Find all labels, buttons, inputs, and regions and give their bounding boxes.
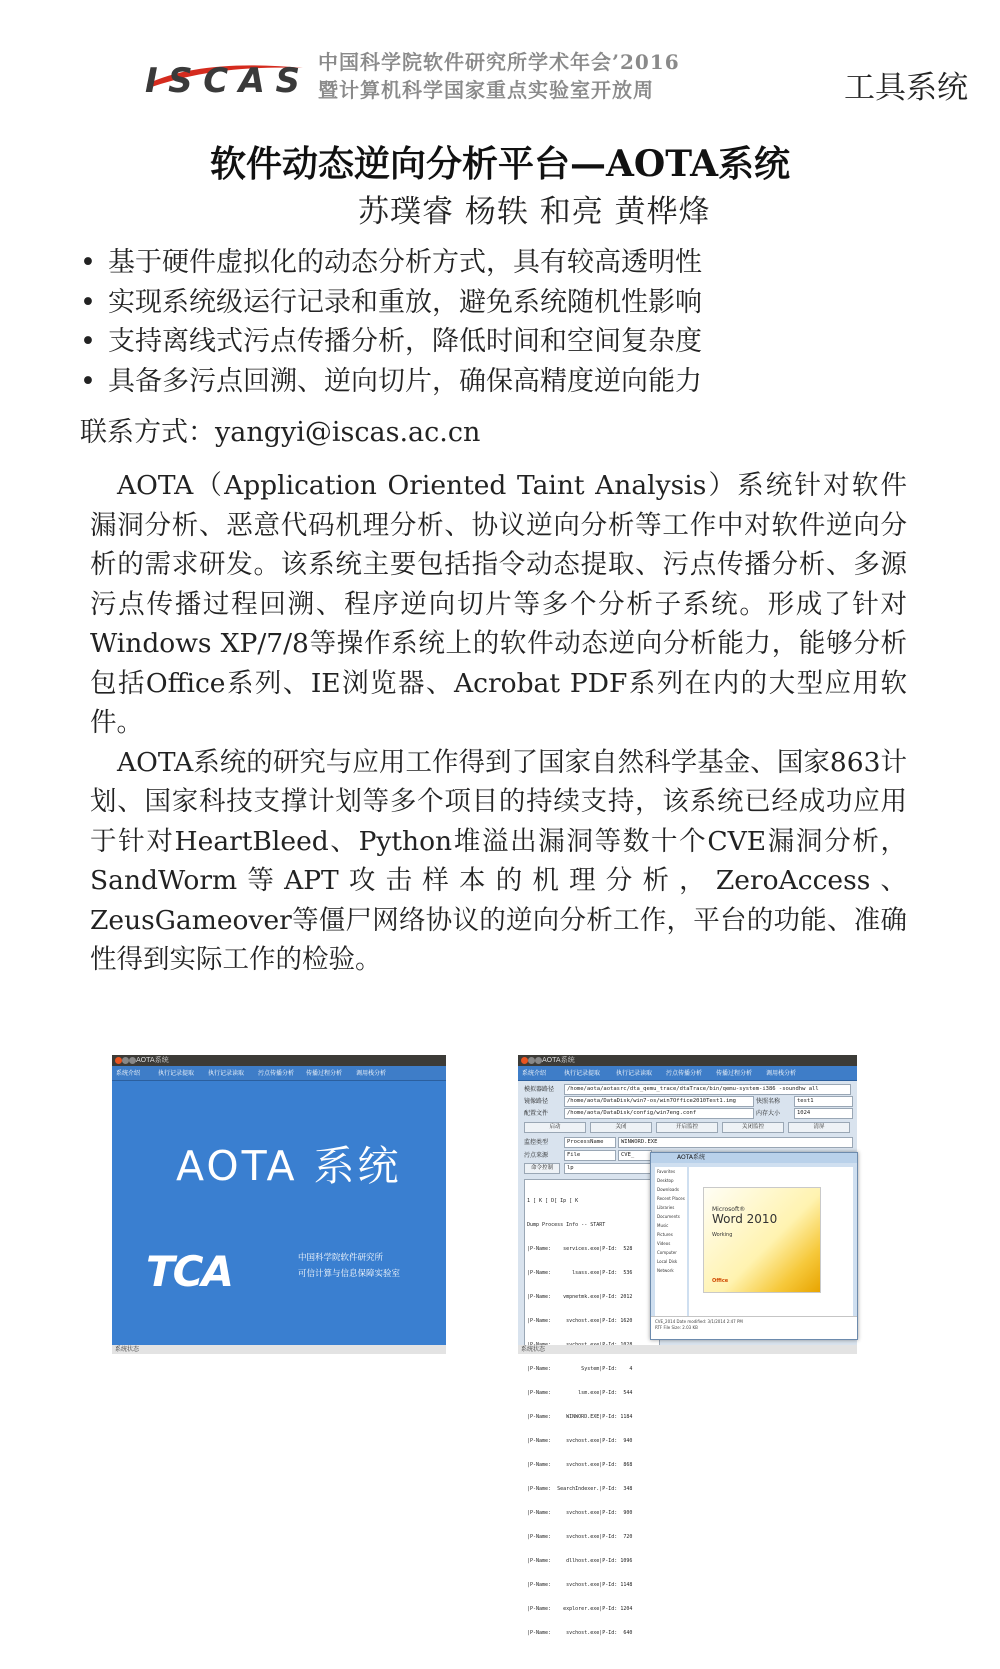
list-item [80,322,702,362]
article-body [90,466,907,980]
console-line: |P-Name: svchost.exe|P-Id: 940 [527,1438,633,1444]
console-line: |P-Name: vmpnetmk.exe|P-Id: 2012 [527,1294,633,1300]
feature-list [80,243,702,401]
vm-display-window [650,1152,858,1340]
nav-item[interactable]: Desktop [657,1178,674,1183]
paragraph-2: AOTA系统的研究与应用工作得到了国家自然科学基金、国家863计划、国家科技支撑计划等多个项目的持续支持，该系统已经成功应用于针对HeartBleed、Python堆溢出漏洞等数十个CVE漏洞分析，SandWorm等APT攻击样本的机理分析，ZeroAccess、ZeusGameover等僵尸网络协议的逆向分析工作，平台的功能、准确性得到实际工作的检验。 [90,746,907,975]
paragraph-1: AOTA（Application Oriented Taint Analysis）系统针对软件漏洞分析、恶意代码机理分析、协议逆向分析等工作中对软件逆向分析的需求研发。该系统主要包括指令动态提取、污点传播分析、多源污点传播过程回溯、程序逆向切片等多个分析子系统。形成了针对Windows XP/7/8等操作系统上的软件动态逆向分析能力，能够分析包括Office系列、IE浏览器、Acrobat PDF系列在内的大型应用软件。 [90,470,907,738]
explorer-nav [655,1167,687,1317]
console-line: |P-Name: svchost.exe|P-Id: 868 [527,1462,633,1468]
list-item [80,283,702,323]
image-label: 镜像路径 [524,1098,549,1105]
memory-input[interactable]: 1024 [794,1108,853,1119]
tab-propagation[interactable]: 传播过程分析 [306,1070,343,1077]
command-button[interactable]: 命令控制 [524,1163,560,1174]
image-path-input[interactable]: /home/aota/DataDisk/win7-os/win7Office2010Test1.img [564,1096,754,1107]
tab-record-read[interactable]: 执行记录读取 [616,1070,653,1077]
control-button-row [522,1122,851,1132]
nav-item[interactable]: Network [657,1268,674,1273]
start-monitor-button[interactable]: 开启监控 [656,1122,718,1133]
word-splash [703,1187,821,1293]
tab-system-intro[interactable]: 系统介绍 [116,1070,141,1077]
nav-item[interactable]: Libraries [657,1205,675,1210]
monitor-type-select[interactable]: ProcessName [564,1137,616,1148]
status-bar: 系统状态 [112,1345,446,1354]
snapshot-input[interactable]: test1 [794,1096,853,1107]
tab-taint-analysis[interactable]: 污点传播分析 [666,1070,703,1077]
maximize-icon[interactable] [535,1057,542,1064]
section-label: 工具系统 [844,70,968,106]
article-title: 软件动态逆向分析平台—AOTA系统 [209,143,791,185]
memory-label: 内存大小 [756,1110,781,1117]
console-line: |P-Name: services.exe|P-Id: 528 [527,1246,633,1252]
tab-callstack[interactable]: 调用栈分析 [766,1070,797,1077]
console-line: |P-Name: SearchIndexer.|P-Id: 348 [527,1486,633,1492]
tab-taint-analysis[interactable]: 污点传播分析 [258,1070,295,1077]
monitor-label: 监控类型 [524,1139,549,1146]
list-item [80,243,702,283]
taint-label: 污点来源 [524,1152,549,1159]
minimize-icon[interactable] [122,1057,129,1064]
monitor-row [522,1137,851,1147]
office-logo: Office [712,1278,729,1284]
tab-record-read[interactable]: 执行记录读取 [208,1070,245,1077]
nav-item[interactable]: Pictures [657,1232,673,1237]
nav-item[interactable]: Recent Places [657,1196,685,1201]
nav-item[interactable]: Favorites [657,1169,676,1174]
bullet-text: 支持离线式污点传播分析，降低时间和空间复杂度 [108,326,702,357]
nav-item[interactable]: Downloads [657,1187,679,1192]
close-icon[interactable] [521,1057,528,1064]
tab-system-intro[interactable]: 系统介绍 [522,1070,547,1077]
window-titlebar [112,1055,446,1066]
monitor-value-input[interactable]: WINWORD.EXE [618,1137,853,1148]
word-vendor: Microsoft® [712,1206,746,1213]
stop-monitor-button[interactable]: 关闭监控 [722,1122,784,1133]
bullet-icon: • [80,247,96,278]
emulator-row [522,1084,851,1094]
console-line: |P-Name: lsm.exe|P-Id: 544 [527,1390,633,1396]
tab-callstack[interactable]: 调用栈分析 [356,1070,387,1077]
word-status: Working [712,1232,733,1238]
tab-record-extract[interactable]: 执行记录提取 [564,1070,601,1077]
bullet-icon: • [80,326,96,357]
screenshot-aota-record [518,1055,857,1636]
nav-item[interactable]: Documents [657,1214,680,1219]
logo-text: ISCAS [145,61,300,101]
console-line: |P-Name: explorer.exe|P-Id: 1204 [527,1606,633,1612]
window-title: AOTA系统 [136,1056,169,1064]
taint-value-input[interactable]: CVE_ [618,1150,652,1161]
bullet-text: 具备多污点回溯、逆向切片，确保高精度逆向能力 [108,365,702,397]
iscas-logo [145,54,305,101]
console-line: |P-Name: svchost.exe|P-Id: 1148 [527,1582,633,1588]
bullet-text: 基于硬件虚拟化的动态分析方式，具有较高透明性 [108,247,702,278]
window-titlebar [518,1055,857,1066]
nav-item[interactable]: Local Disk [657,1259,678,1264]
screenshot-aota-home [112,1055,446,1354]
bullet-icon: • [80,286,96,318]
taint-type-select[interactable]: File [564,1150,616,1161]
file-detail-line: RTF File Size: 2.03 KB [655,1325,698,1330]
command-input[interactable]: lp [564,1163,653,1174]
org-line-2: 可信计算与信息保障实验室 [298,1269,401,1279]
tca-logo: TCA [146,1247,232,1296]
nav-item[interactable]: Videos [657,1241,671,1246]
close-icon[interactable] [115,1057,122,1064]
console-line: |P-Name: WINWORD.EXE|P-Id: 1184 [527,1414,633,1420]
bullet-icon: • [80,365,96,397]
console-line: |P-Name: System|P-Id: 4 [527,1366,633,1372]
word-product: Word 2010 [712,1212,778,1226]
minimize-icon[interactable] [528,1057,535,1064]
nav-item[interactable]: Computer [657,1250,677,1255]
article-authors: 苏璞睿 杨轶 和亮 黄桦烽 [358,194,711,230]
file-details [651,1316,857,1339]
console-line: |P-Name: svchost.exe|P-Id: 640 [527,1630,633,1636]
snapshot-label: 快照名称 [756,1098,781,1105]
file-detail-line: CVE_2014 Date modified: 3/1/2014 2:47 PM [655,1319,743,1324]
config-path-input[interactable]: /home/aota/DataDisk/config/win7eng.conf [564,1108,754,1119]
console-line: |P-Name: lsass.exe|P-Id: 536 [527,1270,633,1276]
tab-bar [112,1066,446,1081]
conference-line-1: 中国科学院软件研究所学术年会’2016 [318,50,680,74]
contact-info: 联系方式：yangyi@iscas.ac.cn [80,417,481,448]
image-row [522,1096,851,1106]
app-name: AOTA 系统 [176,1142,402,1190]
stop-button[interactable]: 关闭 [590,1122,652,1133]
start-button[interactable]: 启动 [524,1122,586,1133]
vm-window-title: AOTA系统 [651,1153,857,1163]
config-label: 配置文件 [524,1110,549,1117]
tab-record-extract[interactable]: 执行记录提取 [158,1070,195,1077]
emulator-label: 模拟器路径 [524,1086,555,1093]
console-line: |P-Name: svchost.exe|P-Id: 720 [527,1534,633,1540]
console-line: 1 [ K [ D[ Ip [ K [527,1198,579,1204]
maximize-icon[interactable] [129,1057,136,1064]
tab-bar [518,1066,857,1081]
org-line-1: 中国科学院软件研究所 [298,1253,384,1263]
clear-button[interactable]: 清屏 [788,1122,850,1133]
console-line: |P-Name: dllhost.exe|P-Id: 1096 [527,1558,633,1564]
conference-line-2: 暨计算机科学国家重点实验室开放周 [318,78,654,102]
console-line: |P-Name: svchost.exe|P-Id: 1620 [527,1318,633,1324]
console-line: Dump Process Info -- START [527,1222,606,1228]
tab-propagation[interactable]: 传播过程分析 [716,1070,753,1077]
list-item [80,362,702,402]
status-bar: 系统状态 [518,1345,857,1354]
bullet-text: 实现系统级运行记录和重放，避免系统随机性影响 [108,286,702,318]
window-title: AOTA系统 [542,1056,575,1064]
console-line: |P-Name: svchost.exe|P-Id: 900 [527,1510,633,1516]
nav-item[interactable]: Music [657,1223,669,1228]
config-row [522,1108,851,1118]
explorer-main [689,1167,853,1317]
emulator-path-input[interactable]: /home/aota/aotasrc/dta_qemu_trace/dtaTrace/bin/qemu-system-i386 -soundhw all [564,1084,851,1095]
